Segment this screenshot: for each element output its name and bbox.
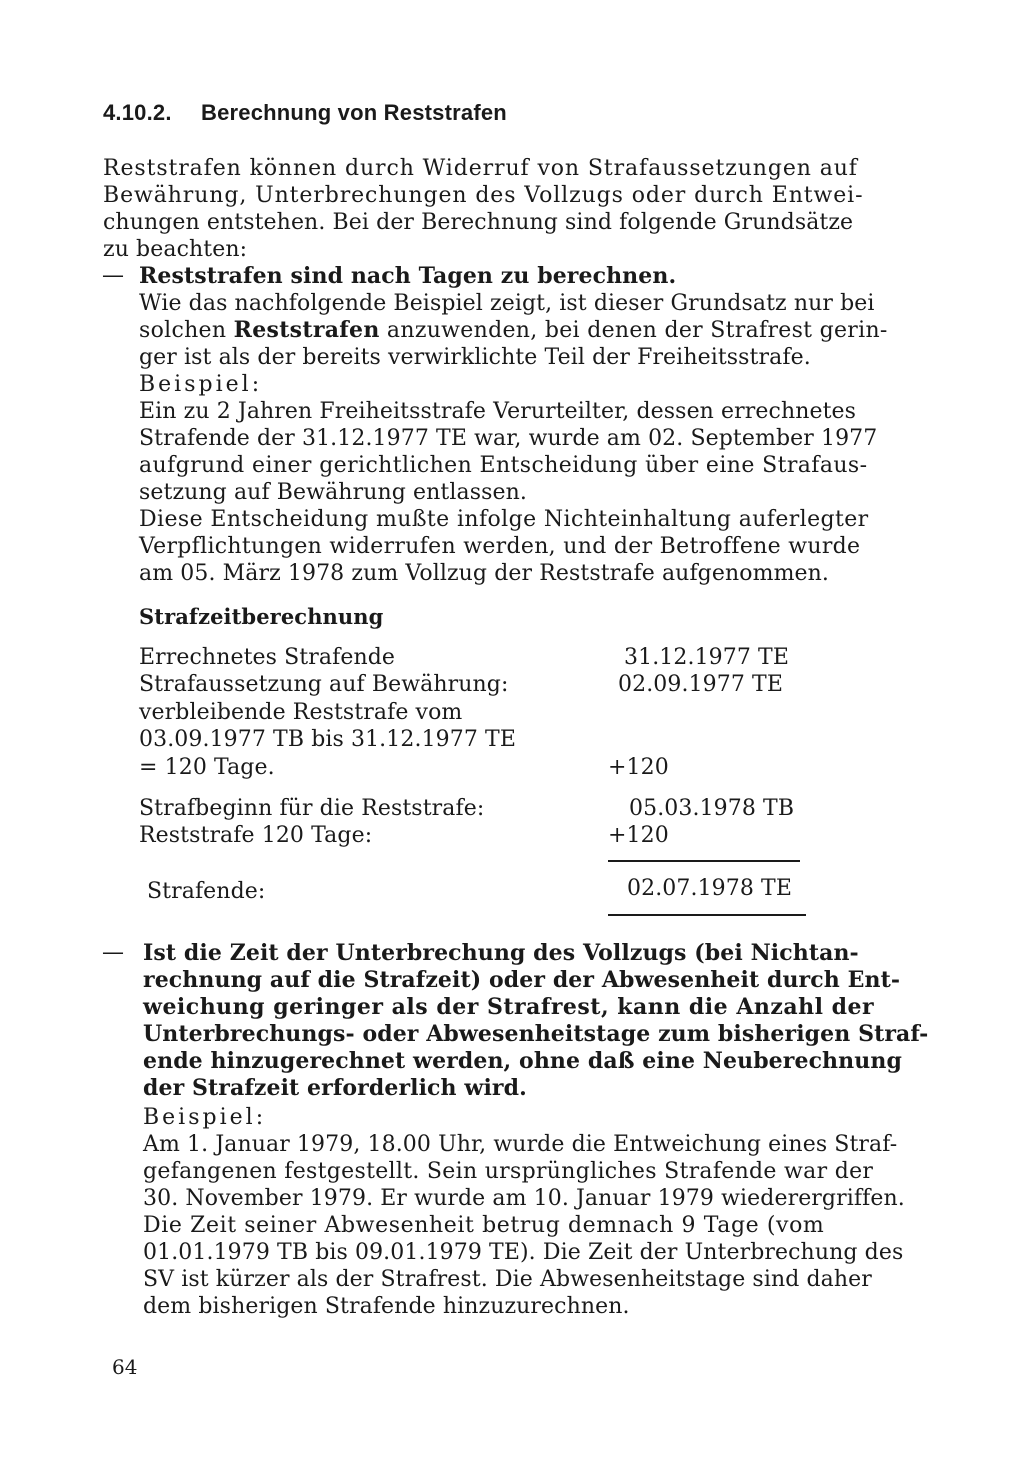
intro-line: zu beachten: [103,237,248,262]
rule2-bold-line: der Strafzeit erforderlich wird. [143,1075,527,1101]
calc-label: Strafbeginn für die Reststrafe: [139,796,485,821]
example-line: Verpflichtungen widerrufen werden, und der Betroffene wurde [139,534,861,559]
calc-label: = 120 Tage. [139,755,275,780]
intro-line: Bewährung, Unterbrechungen des Vollzugs oder durch Entwei- [103,183,864,208]
intro-line: Reststrafen können durch Widerruf von Strafaussetzungen auf [103,156,858,181]
calc-value: +120 [608,755,669,780]
bold-term: Reststrafen [233,317,380,343]
example-label: Beispiel: [139,372,263,397]
calc-label: Errechnetes Strafende [139,645,396,670]
calc-label: verbleibende Reststrafe vom [139,700,463,725]
example-line: dem bisherigen Strafende hinzuzurechnen. [143,1294,630,1319]
calc-value: +120 [608,823,669,848]
example-line: Strafende der 31.12.1977 TE war, wurde am 02. September 1977 [139,426,878,451]
rule1-line: Wie das nachfolgende Beispiel zeigt, ist dieser Grundsatz nur bei [139,291,875,316]
calc-label: Reststrafe 120 Tage: [139,823,373,848]
calc-total-value: 02.07.1978 TE [627,876,792,901]
rule1-heading: Reststrafen sind nach Tagen zu berechnen. [139,263,677,289]
rule1-line: ger ist als der bereits verwirklichte Teil der Freiheitsstrafe. [139,345,811,370]
example-line: Die Zeit seiner Abwesenheit betrug demnach 9 Tage (vom [143,1213,825,1238]
calc-value: 02.09.1977 TE [618,672,783,697]
rule2-bold-line: ende hinzugerechnet werden, ohne daß eine Neuberechnung [143,1048,902,1074]
example-line: setzung auf Bewährung entlassen. [139,480,527,505]
example-line: gefangenen festgestellt. Sein ursprüngliches Strafende war der [143,1159,874,1184]
calc-label: 03.09.1977 TB bis 31.12.1977 TE [139,727,516,752]
calc-total-label: Strafende: [147,879,266,904]
calc-value: 05.03.1978 TB [629,796,795,821]
section-title: Berechnung von Reststrafen [201,100,507,125]
page-number: 64 [112,1355,138,1379]
calc-title: Strafzeitberechnung [139,604,384,629]
calc-label: Strafaussetzung auf Bewährung: [139,672,509,697]
example-line: SV ist kürzer als der Strafrest. Die Abwesenheitstage sind daher [143,1267,872,1292]
example-line: 30. November 1979. Er wurde am 10. Januar 1979 wiederergriffen. [143,1186,905,1211]
intro-line: chungen entstehen. Bei der Berechnung sind folgende Grundsätze [103,210,854,235]
example-line: Diese Entscheidung mußte infolge Nichteinhaltung auferlegter [139,507,869,532]
example-label: Beispiel: [143,1105,267,1130]
section-heading [103,100,507,126]
total-rule [608,914,806,916]
dash-bullet: — [102,940,124,965]
dash-bullet: — [102,263,124,288]
calc-value: 31.12.1977 TE [624,645,789,670]
example-line: am 05. März 1978 zum Vollzug der Reststrafe aufgenommen. [139,561,830,586]
example-line: 01.01.1979 TB bis 09.01.1979 TE). Die Zeit der Unterbrechung des [143,1240,904,1265]
rule2-bold-line: Ist die Zeit der Unterbrechung des Vollzugs (bei Nichtan- [143,940,859,966]
example-line: Ein zu 2 Jahren Freiheitsstrafe Verurteilter, dessen errechnetes [139,399,857,424]
sum-rule [608,860,800,862]
example-line: Am 1. Januar 1979, 18.00 Uhr, wurde die Entweichung eines Straf- [143,1132,898,1157]
rule1-line: solchen Reststrafen anzuwenden, bei denen der Strafrest gerin- [139,317,888,343]
example-line: aufgrund einer gerichtlichen Entscheidung über eine Strafaus- [139,453,868,478]
section-number: 4.10.2. [103,100,172,125]
rule2-bold-line: weichung geringer als der Strafrest, kann die Anzahl der [143,994,875,1020]
rule2-bold-line: rechnung auf die Strafzeit) oder der Abwesenheit durch Ent- [143,967,901,993]
rule2-bold-line: Unterbrechungs- oder Abwesenheitstage zum bisherigen Straf- [143,1021,929,1047]
